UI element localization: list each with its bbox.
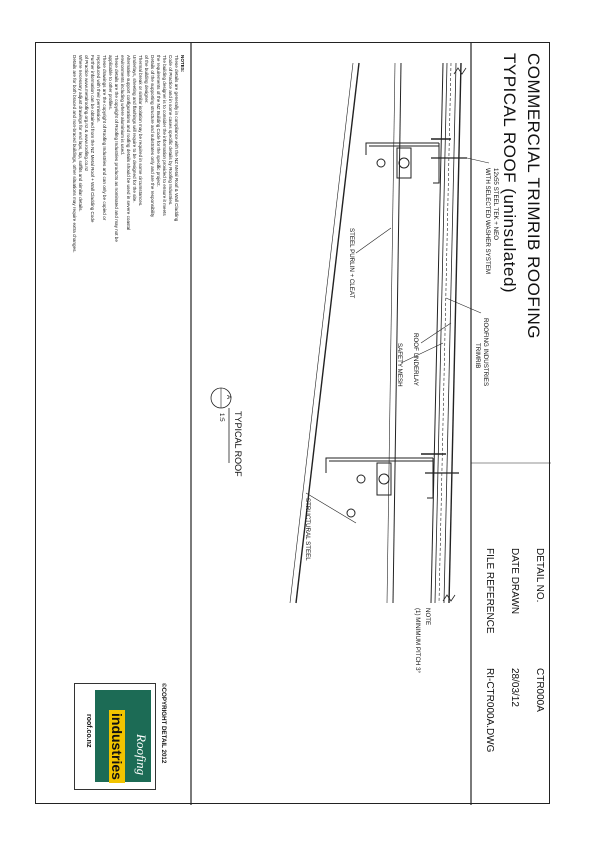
drawing-sheet — [35, 42, 550, 804]
note-line: the requirements of the NZ Building Code for the specific project. — [156, 55, 161, 187]
steel-purlin-right — [326, 454, 446, 517]
logo-roofing-text: Roofing — [134, 734, 149, 776]
logo-website-text: roof.co.nz — [85, 714, 92, 748]
note-line: of Practice www.metalroofing.org.nz & www.roofing.co.nz — [84, 55, 89, 172]
callout-roofing: ROOFING INDUSTRIES — [482, 318, 489, 387]
copyright-text: ©COPYRIGHT DETAIL 2012 — [160, 683, 167, 764]
callout-underlay: ROOF UNDERLAY — [412, 333, 419, 386]
notes-heading: NOTES: — [180, 55, 185, 73]
note-line: Where necessary adjust drawings for end laps, lap, soffits and similar details. — [78, 55, 83, 212]
tek-screw-fastener — [425, 158, 467, 473]
note-line: of the building designer. — [144, 55, 149, 104]
note-line: The building designer is to consider the information provided to ensure it meets — [162, 55, 167, 216]
file-value: RI-CTR000A.DWG — [484, 668, 495, 753]
drawing-title: COMMERCIAL TRIMRIB ROOFING — [524, 53, 543, 339]
detail-no-value: CTR000A — [534, 668, 545, 712]
section-marker-letter: A — [225, 395, 232, 400]
note-line: Alternative support configurations and roofing details should be used in severe coastal — [126, 55, 131, 231]
note-line: These drawings are the copyright of Roofing Industries and can only be copied or — [102, 55, 107, 221]
section-scale: 1:5 — [218, 413, 225, 422]
note-line: Details of the supporting structure and substrates only and are the responsibility — [150, 55, 155, 218]
note-line: Further information can be obtained from the NZ Metal Roof + Wall Cladding Code — [90, 55, 95, 223]
callout-purlin: STEEL PURLIN + CLEAT — [348, 228, 355, 299]
purlin-top-line — [393, 63, 401, 603]
callout-mesh: SAFETY MESH — [396, 343, 403, 387]
callout-roofing-2: TRIMRIB — [474, 343, 481, 369]
note-line: These details are the copyright of Roofing Industries products as nominated and may not be — [114, 55, 119, 242]
rotated-drawing-area — [36, 43, 551, 805]
general-notes — [71, 55, 185, 355]
detail-note-item: (1) MINIMUM PITCH 3° — [414, 608, 421, 674]
note-line: reproduced with their permission. — [96, 55, 101, 123]
detail-note-heading: NOTE — [424, 608, 431, 626]
note-line: Thermal break or similar isolation may be required in some circumstances. — [138, 55, 143, 207]
note-line: Details are for both braced and non-braced buildings, other situations may require extra changes. — [72, 55, 77, 253]
file-label: FILE REFERENCE — [484, 548, 495, 634]
note-line: applicable to other profiles. — [108, 55, 113, 110]
detail-no-label: DETAIL NO. — [534, 548, 545, 603]
drawing-subtitle: TYPICAL ROOF (uninsulated) — [500, 53, 519, 294]
note-line: Underlays, sheeting and flashings will require to be designed for the site. — [132, 55, 137, 203]
steel-purlin-left — [366, 139, 451, 183]
date-label: DATE DRAWN — [509, 548, 520, 615]
callout-fastener-2: WITH SELECTED WASHER SYSTEM — [484, 168, 491, 274]
note-line: Code of Practice and in some cases specific details by Roofing Industries. — [168, 55, 173, 206]
section-title: TYPICAL ROOF — [233, 411, 243, 477]
structural-steel-line-2 — [290, 63, 353, 603]
roofing-industries-logo — [74, 683, 156, 790]
callout-fastener: 12x55 STEEL TEK + NEO — [492, 168, 499, 241]
logo-industries-text: industries — [109, 710, 125, 783]
leader-lines — [306, 158, 489, 523]
date-value: 28/03/12 — [509, 668, 520, 707]
callout-steel: STRUCTURAL STEEL — [304, 498, 311, 561]
note-line: These details are generally in compliance with the NZ Metal Roof & Wall Cladding — [174, 55, 179, 222]
note-line: environments including where aluminium is used. — [120, 55, 125, 156]
